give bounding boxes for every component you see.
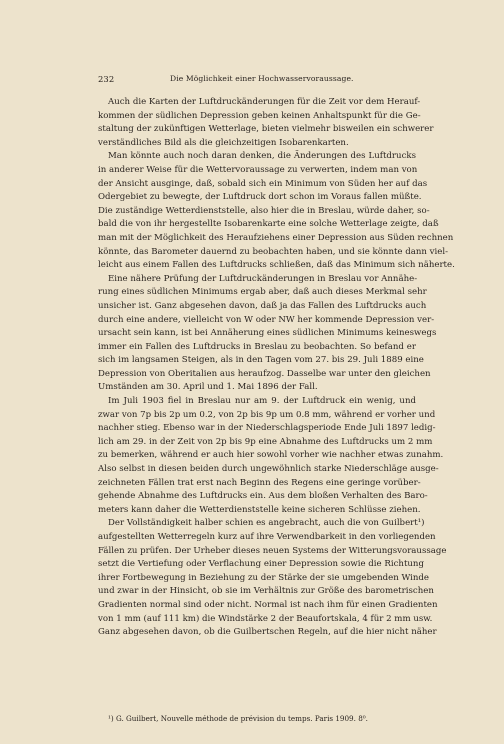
text-line: kommen der südlichen Depression geben keinen Anhaltspunkt für die Ge- [98, 110, 421, 121]
running-header [98, 74, 416, 86]
text-line: könnte, das Barometer dauernd zu beobachten haben, und sie könnte dann viel- [98, 246, 449, 257]
text-line: Die zuständige Wetterdienststelle, also hier die in Breslau, würde daher, so- [98, 205, 430, 216]
text-line: Der Vollständigkeit halber schien es angebracht, auch die von Guilbert¹) [108, 518, 425, 529]
text-line: Umständen am 30. April und 1. Mai 1896 der Fall. [98, 382, 318, 393]
text-line: Depression von Oberitalien aus heraufzog. Dasselbe war unter den gleichen [98, 368, 431, 379]
running-title: Die Möglichkeit einer Hochwasservoraussage. [170, 74, 354, 83]
text-line: sich im langsamen Steigen, als in den Tagen vom 27. bis 29. Juli 1889 eine [98, 355, 424, 366]
body-text [98, 96, 455, 640]
text-line: der Ansicht ausginge, daß, sobald sich ein Minimum von Süden her auf das [98, 178, 428, 189]
footnote: ¹) G. Guilbert, Nouvelle méthode de prévision du temps. Paris 1909. 8⁰. [108, 714, 368, 723]
text-line: in anderer Weise für die Wettervoraussage zu verwerten, indem man von [98, 164, 418, 175]
text-line: von 1 mm (auf 111 km) die Windstärke 2 der Beaufortskala, 4 für 2 mm usw. [98, 613, 433, 624]
text-line: Also selbst in diesen beiden durch ungewöhnlich starke Niederschläge ausge- [98, 464, 439, 475]
text-line: und zwar in der Hinsicht, ob sie im Verhältnis zur Größe des barometrischen [98, 586, 434, 597]
text-line: meters kann daher die Wetterdienststelle keine sicheren Schlüsse ziehen. [98, 504, 421, 515]
text-line: gehende Abnahme des Luftdrucks ein. Aus dem bloßen Verhalten des Baro- [98, 491, 428, 502]
text-line: Gradienten normal sind oder nicht. Normal ist nach ihm für einen Gradienten [98, 599, 438, 610]
text-line: zeichneten Fällen trat erst nach Beginn des Regens eine geringe vorüber- [98, 477, 421, 488]
text-line: leicht aus einem Fallen des Luftdrucks schließen, daß das Minimum sich näherte. [98, 260, 455, 271]
text-line: durch eine andere, vielleicht von W oder NW her kommende Depression ver- [98, 314, 435, 325]
text-line: lich am 29. in der Zeit von 2p bis 9p eine Abnahme des Luftdrucks um 2 mm [98, 436, 433, 447]
text-line: Eine nähere Prüfung der Luftdruckänderungen in Breslau vor Annähe- [108, 273, 418, 284]
text-line: Ganz abgesehen davon, ob die Guilbertschen Regeln, auf die hier nicht näher [98, 627, 437, 638]
text-line: ihrer Fortbewegung in Beziehung zu der Stärke der sie umgebenden Winde [98, 572, 430, 583]
text-line: setzt die Vertiefung oder Verflachung einer Depression sowie die Richtung [98, 559, 424, 570]
page-number: 232 [98, 74, 115, 84]
text-line: Im Juli 1903 fiel in Breslau nur am 9. der Luftdruck ein wenig, und [108, 396, 416, 407]
text-line: Man könnte auch noch daran denken, die Änderungen des Luftdrucks [108, 151, 416, 162]
text-line: Odergebiet zu bewegte, der Luftdruck dort schon im Voraus fallen müßte. [98, 192, 422, 203]
text-line: immer ein Fallen des Luftdrucks in Breslau zu beobachten. So befand er [98, 341, 416, 352]
text-line: unsicher ist. Ganz abgesehen davon, daß ja das Fallen des Luftdrucks auch [98, 300, 427, 311]
text-line: Auch die Karten der Luftdruckänderungen für die Zeit vor dem Herauf- [108, 97, 421, 107]
text-line: bald die von ihr hergestellte Isobarenkarte eine solche Wetterlage zeigte, daß [98, 219, 439, 230]
text-line: verständliches Bild als die gleichzeitigen Isobarenkarten. [98, 137, 349, 148]
text-line: staltung der zukünftigen Wetterlage, bieten vielmehr bisweilen ein schwerer [98, 124, 434, 135]
text-line: nachher stieg. Ebenso war in der Niederschlagsperiode Ende Juli 1897 ledig- [98, 423, 436, 434]
text-line: zwar von 7p bis 2p um 0.2, von 2p bis 9p um 0.8 mm, während er vorher und [98, 409, 436, 420]
text-line: rung eines südlichen Minimums ergab aber, daß auch dieses Merkmal sehr [98, 287, 427, 298]
text-line: aufgestellten Wetterregeln kurz auf ihre Verwendbarkeit in den vorliegenden [98, 532, 436, 542]
text-line: man mit der Möglichkeit des Heraufziehens einer Depression aus Süden rechnen [98, 232, 454, 243]
text-line: ursacht sein kann, ist bei Annäherung eines südlichen Minimums keineswegs [98, 328, 437, 339]
text-line: zu bemerken, während er auch hier sowohl vorher wie nachher etwas zunahm. [98, 450, 444, 461]
text-line: Fällen zu prüfen. Der Urheber dieses neuen Systems der Witterungsvoraussage [98, 545, 447, 556]
